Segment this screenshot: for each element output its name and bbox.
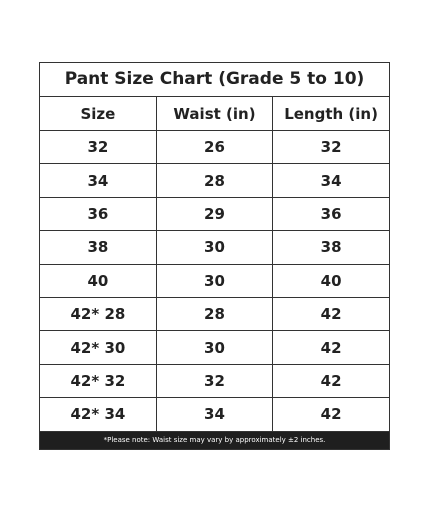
cell-waist: 34 [156, 398, 272, 431]
cell-length: 38 [273, 231, 389, 264]
cell-length: 42 [273, 297, 389, 330]
cell-length: 40 [273, 264, 389, 297]
table-row [40, 297, 389, 330]
header-length: Length (in) [273, 97, 389, 131]
header-waist: Waist (in) [156, 97, 272, 131]
cell-waist: 28 [156, 297, 272, 330]
cell-waist: 29 [156, 197, 272, 230]
cell-length: 36 [273, 197, 389, 230]
cell-size: 34 [40, 164, 156, 197]
cell-size: 42* 28 [40, 297, 156, 330]
footnote: *Please note: Waist size may vary by approximately ±2 inches. [40, 431, 389, 449]
table-row [40, 264, 389, 297]
cell-length: 34 [273, 164, 389, 197]
cell-waist: 28 [156, 164, 272, 197]
cell-size: 42* 34 [40, 398, 156, 431]
table-row [40, 197, 389, 230]
size-chart [39, 62, 390, 450]
cell-size: 42* 32 [40, 364, 156, 397]
cell-waist: 30 [156, 264, 272, 297]
cell-waist: 32 [156, 364, 272, 397]
table-row [40, 164, 389, 197]
cell-length: 32 [273, 131, 389, 164]
cell-length: 42 [273, 364, 389, 397]
table-row [40, 131, 389, 164]
cell-size: 42* 30 [40, 331, 156, 364]
cell-waist: 30 [156, 331, 272, 364]
chart-title: Pant Size Chart (Grade 5 to 10) [40, 63, 389, 97]
size-table [40, 97, 389, 431]
cell-waist: 26 [156, 131, 272, 164]
cell-length: 42 [320, 405, 342, 424]
cell-length: 42 [273, 331, 389, 364]
cell-size: 32 [40, 131, 156, 164]
table-row [40, 398, 389, 431]
cell-size: 40 [40, 264, 156, 297]
cell-size: 36 [40, 197, 156, 230]
cell-size: 38 [40, 231, 156, 264]
table-row [40, 231, 389, 264]
table-row [40, 331, 389, 364]
header-row [40, 97, 389, 131]
header-size: Size [40, 97, 156, 131]
cell-waist: 30 [156, 231, 272, 264]
table-row [40, 364, 389, 397]
